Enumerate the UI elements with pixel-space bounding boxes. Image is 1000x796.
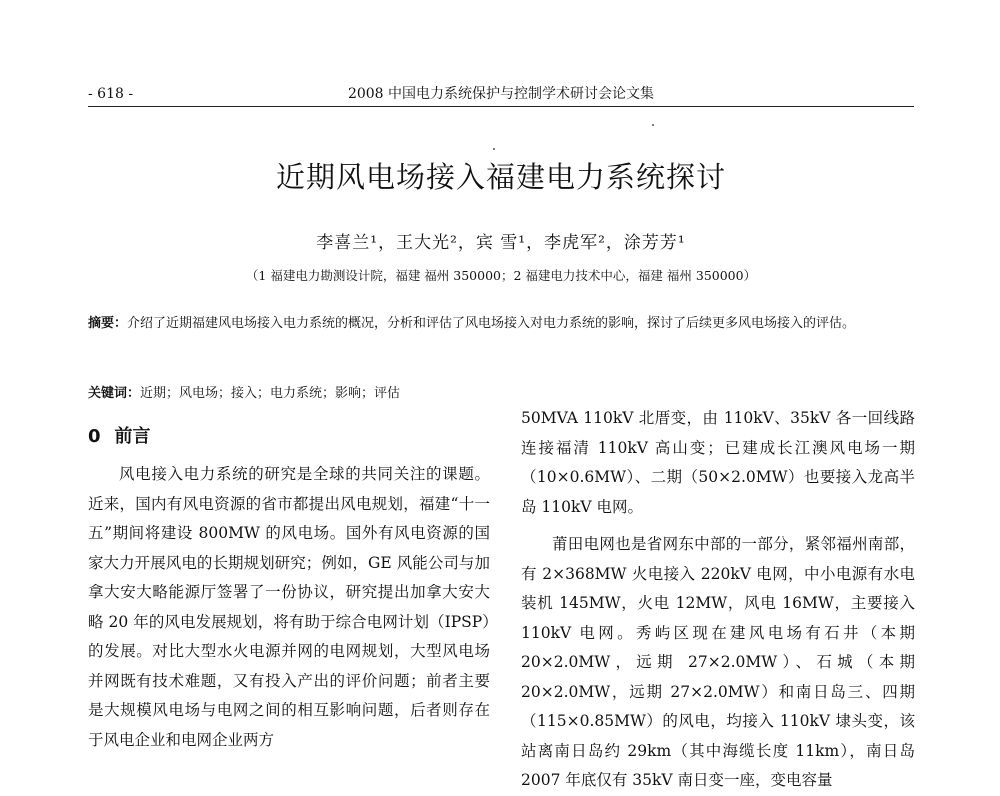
section-heading <box>88 422 490 452</box>
affiliations: （1 福建电力勘测设计院，福建 福州 350000；2 福建电力技术中心，福建 福州 350000） <box>245 268 757 283</box>
scan-speck <box>652 124 654 126</box>
header-rule <box>88 106 914 107</box>
body-paragraph-putian: 莆田电网也是省网东中部的一部分，紧邻福州南部，有 2×368MW 火电接入 220kV 电网，中小电源有水电装机 145MW，火电 12MW，风电 16MW，主要接入 110kV 电网。秀屿区现在建风电场有石井（本期 20×2.0MW，远期 27×2.0MW）、石城（本期 20×2.0MW，远期 27×2.0MW）和南日岛三、四期（115×0.85MW）的风电，均接入 110kV 埭头变，该站离南日岛约 29km（其中海缆长度 11km），南日岛 2007 年底仅有 35kV 南日变一座，变电容量 <box>521 535 915 789</box>
running-header <box>88 84 914 104</box>
keywords <box>88 383 914 405</box>
body-paragraph-continued: 50MVA 110kV 北厝变，由 110kV、35kV 各一回线路连接福清 110kV 高山变；已建成长江澳风电场一期（10×0.6MW）、二期（50×2.0MW）也要接入龙高半岛 110kV 电网。 <box>521 409 915 516</box>
section-title: 前言 <box>114 426 151 447</box>
author-list: 李喜兰¹，王大光²，宾 雪¹，李虎军²，涂芳芳¹ <box>316 233 686 253</box>
abstract-label: 摘要： <box>88 316 128 331</box>
keywords-label: 关键词： <box>88 386 141 401</box>
keywords-text: 近期；风电场；接入；电力系统；影响；评估 <box>140 386 401 401</box>
abstract <box>88 311 914 337</box>
paper-title: 近期风电场接入福建电力系统探讨 <box>275 160 726 194</box>
scan-speck <box>493 148 495 150</box>
right-column <box>521 404 915 796</box>
intro-paragraph: 风电接入电力系统的研究是全球的共同关注的课题。近来，国内有风电资源的省市都提出风电规划，福建“十一五”期间将建设 800MW 的风电场。国外有风电资源的国家大力开展风电的长期规划研究；例如，GE 风能公司与加拿大安大略能源厅签署了一份协议，研究提出加拿大安大略 20 年的风电发展规划，将有助于综合电网计划（IPSP）的发展。对比大型水火电源并网的电网规划，大型风电场并网既有技术难题，又有投入产出的评价问题；前者主要是大规模风电场与电网之间的相互影响问题，后者则存在于风电企业和电网企业两方 <box>88 465 490 749</box>
journal-title: 2008 中国电力系统保护与控制学术研讨会论文集 <box>347 86 655 102</box>
section-number: 0 <box>88 426 101 447</box>
left-column <box>88 422 490 755</box>
page-number: - 618 - <box>88 86 134 102</box>
abstract-text: 介绍了近期福建风电场接入电力系统的概况，分析和评估了风电场接入对电力系统的影响，探讨了后续更多风电场接入的评估。 <box>127 316 856 331</box>
